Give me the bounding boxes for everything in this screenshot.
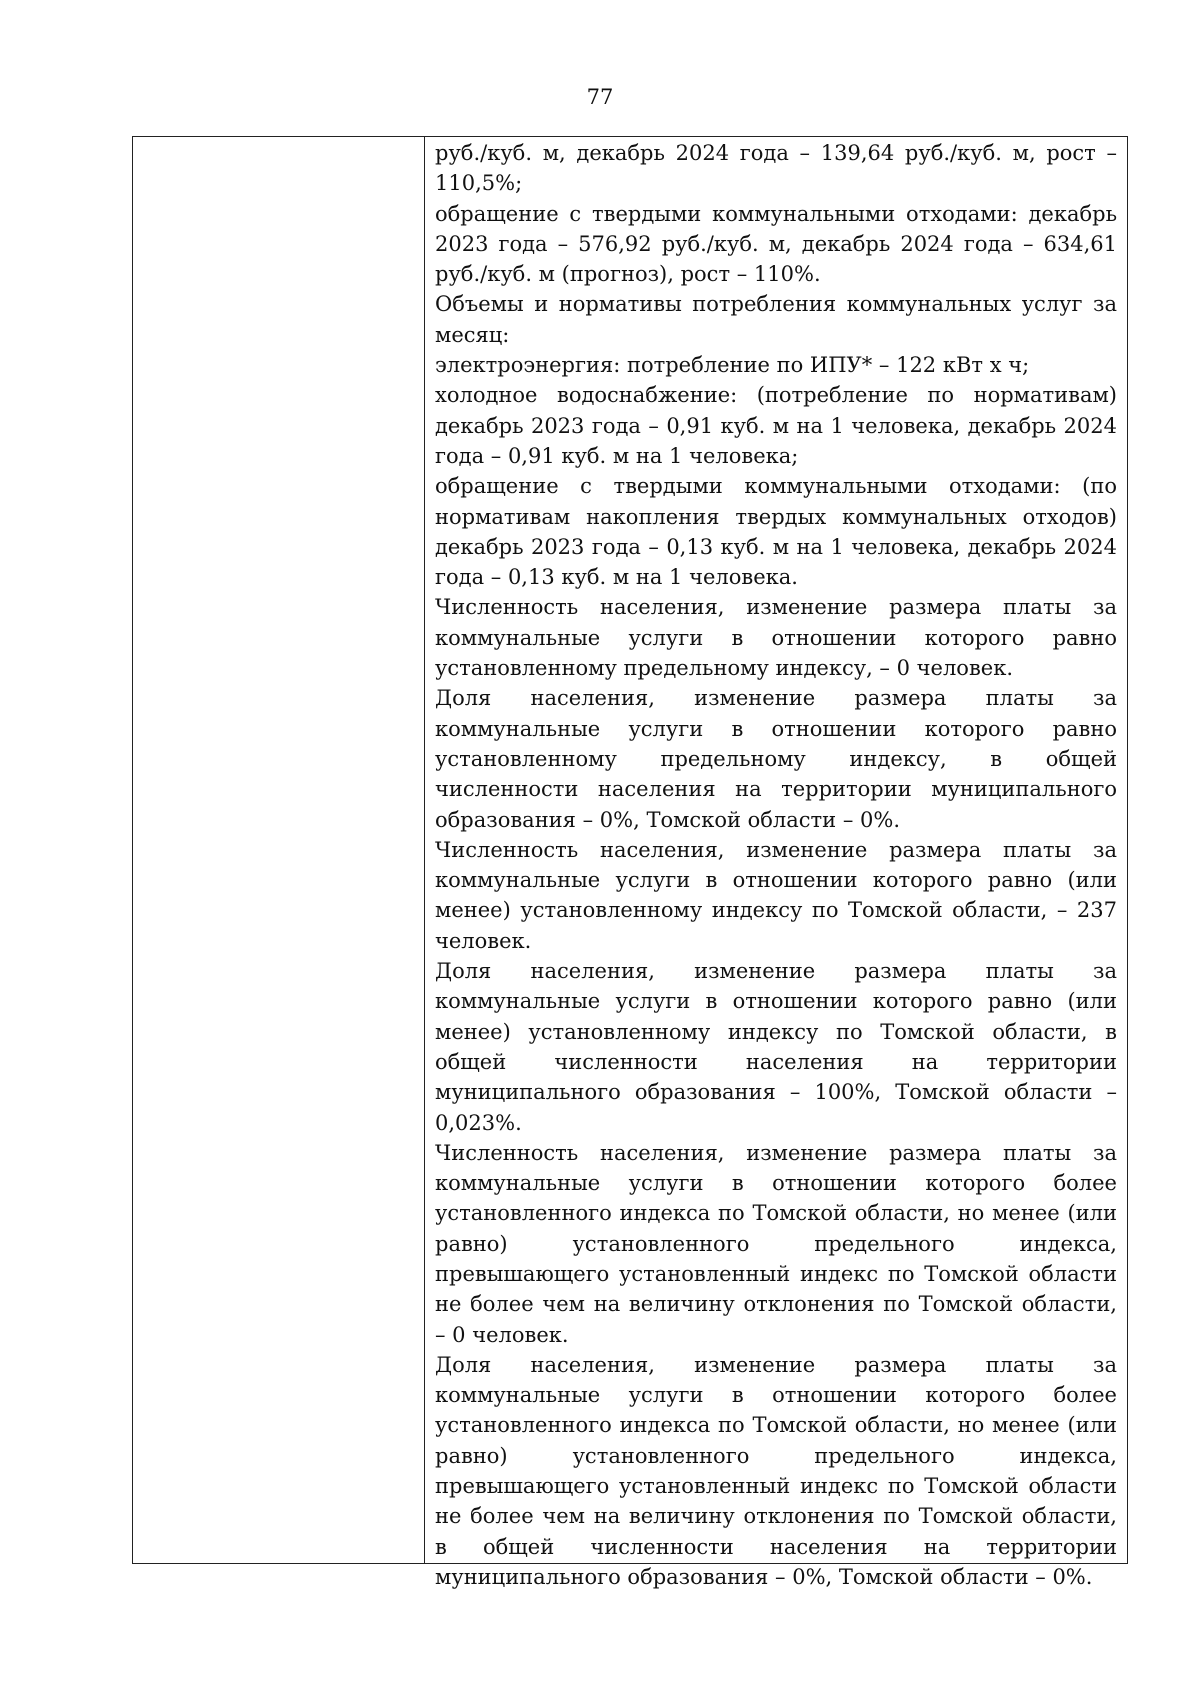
paragraph-share-above-index: Доля населения, изменение размера платы за коммунальные услуги в отношении которого более установленного индекса по Томской области, но менее (или равно) установленного предельного индекса, превышающего установленный индекс по Томской области не более чем на величину отклонения по Томской области, в общей численности населения на территории муниципального образования – 0%, Томской области – 0%. <box>435 1352 1117 1589</box>
paragraph-waste-tariff: обращение с твердыми коммунальными отходами: декабрь 2023 года – 576,92 руб./куб. м, декабрь 2024 года – 634,61 руб./куб. м (прогноз), рост – 110%. <box>435 201 1117 287</box>
paragraph-volumes-heading: Объемы и нормативы потребления коммунальных услуг за месяц: <box>435 292 1117 347</box>
table-left-cell <box>133 137 425 1563</box>
paragraph-share-equal-limit: Доля населения, изменение размера платы за коммунальные услуги в отношении которого равно установленному предельному индексу, в общей численности населения на территории муниципального образования – 0%, Томской области – 0%. <box>435 686 1117 832</box>
table-right-cell <box>425 137 1127 1589</box>
paragraph-tariff-continuation: руб./куб. м, декабрь 2024 года – 139,64 руб./куб. м, рост – 110,5%; <box>435 141 1117 196</box>
paragraph-waste-norms: обращение с твердыми коммунальными отходами: (по нормативам накопления твердых коммунальных отходов) декабрь 2023 года – 0,13 куб. м на 1 человека, декабрь 2024 года – 0,13 куб. м на 1 человека. <box>435 474 1117 590</box>
paragraph-population-above-index: Численность населения, изменение размера платы за коммунальные услуги в отношении которого более установленного индекса по Томской области, но менее (или равно) установленного предельного индекса, превышающего установленный индекс по Томской области не более чем на величину отклонения по Томской области, – 0 человек. <box>435 1140 1117 1347</box>
paragraph-cold-water: холодное водоснабжение: (потребление по нормативам) декабрь 2023 года – 0,91 куб. м на 1 человека, декабрь 2024 года – 0,91 куб. м на 1 человека; <box>435 383 1117 468</box>
paragraph-population-equal-limit: Численность населения, изменение размера платы за коммунальные услуги в отношении которого равно установленному предельному индексу, – 0 человек. <box>435 595 1117 681</box>
paragraph-population-below-index: Численность населения, изменение размера платы за коммунальные услуги в отношении которого равно (или менее) установленному индексу по Томской области, – 237 человек. <box>435 837 1117 953</box>
paragraph-share-below-index: Доля населения, изменение размера платы за коммунальные услуги в отношении которого равно (или менее) установленному индексу по Томской области, в общей численности населения на территории муниципального образования – 100%, Томской области – 0,023%. <box>435 959 1117 1135</box>
document-table <box>132 136 1128 1589</box>
page-number: 77 <box>586 85 614 109</box>
paragraph-electricity: электроэнергия: потребление по ИПУ* – 122 кВт х ч; <box>435 353 1030 378</box>
